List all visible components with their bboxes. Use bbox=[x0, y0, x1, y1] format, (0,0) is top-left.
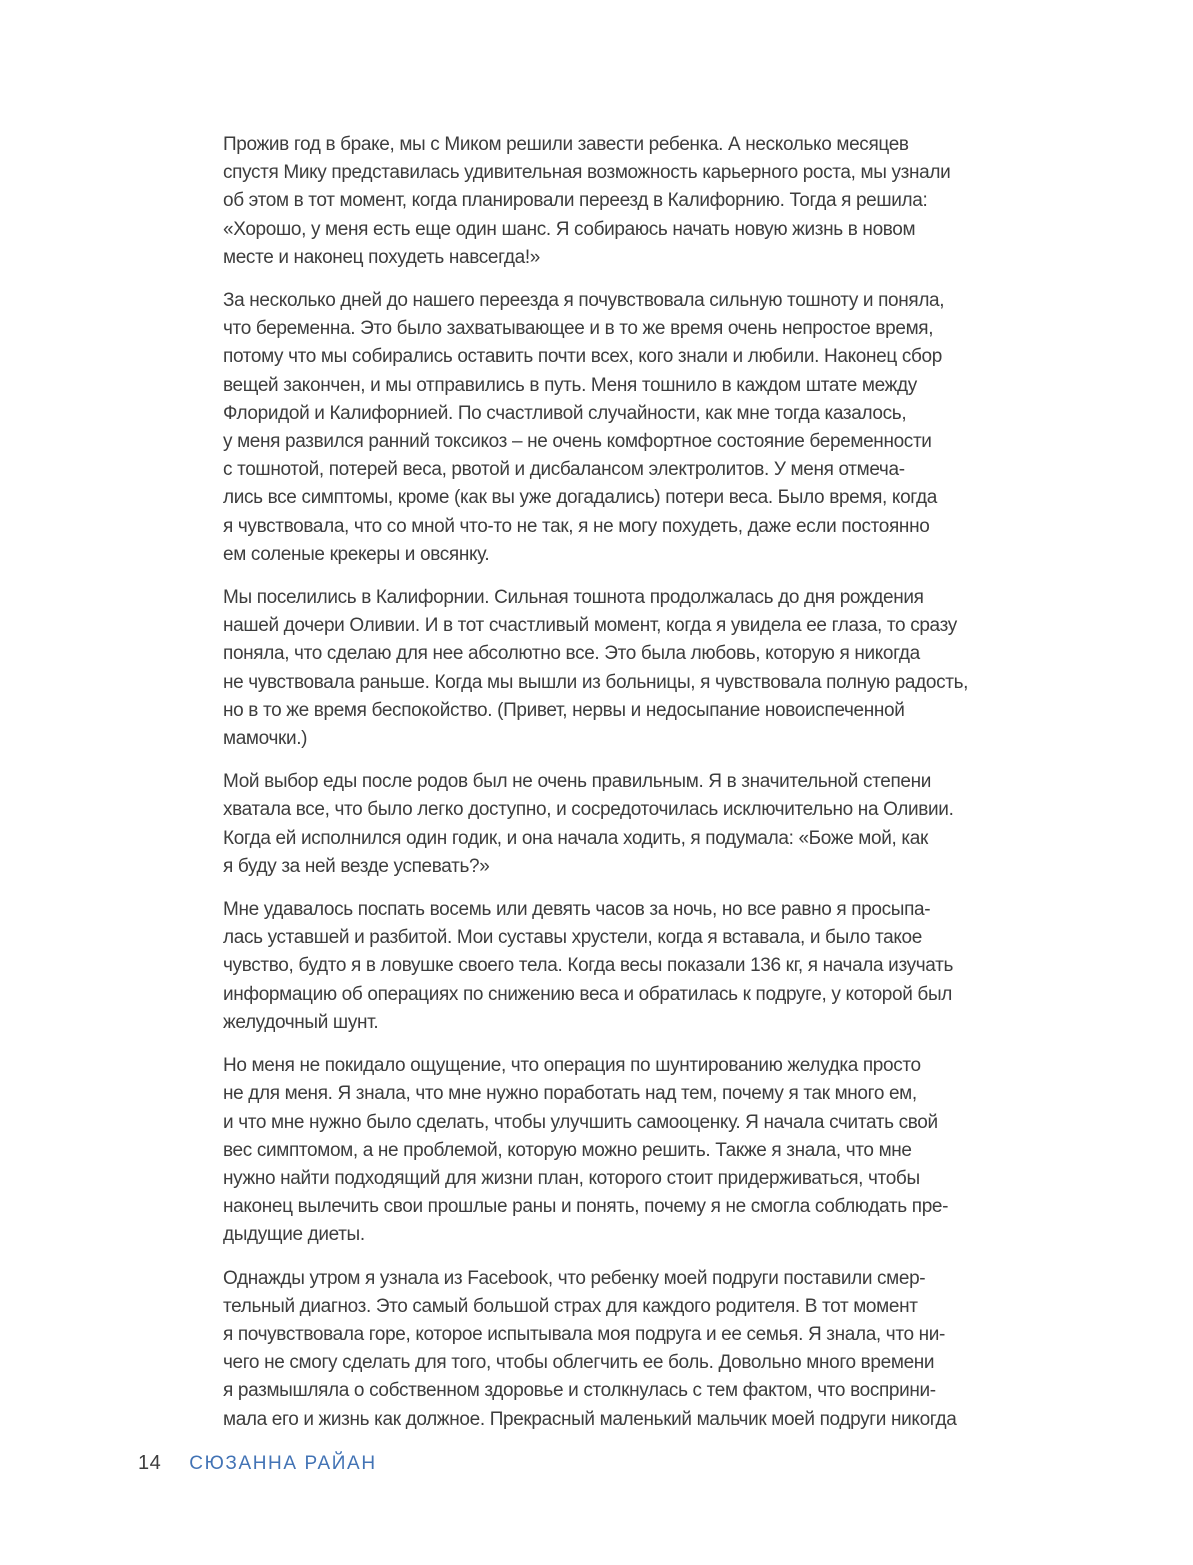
text-line: дыдущие диеты. bbox=[223, 1224, 365, 1246]
text-line: Однажды утром я узнала из Facebook, что ребенку моей подруги поставили смер- bbox=[223, 1267, 926, 1289]
text-line: у меня развился ранний токсикоз – не очень комфортное состояние беременности bbox=[223, 431, 932, 453]
paragraph bbox=[223, 896, 1001, 1037]
text-line: месте и наконец похудеть навсегда!» bbox=[223, 246, 540, 268]
text-line: Флоридой и Калифорнией. По счастливой случайности, как мне тогда казалось, bbox=[223, 402, 907, 424]
text-line: чувство, будто я в ловушке своего тела. Когда весы показали 136 кг, я начала изучать bbox=[223, 955, 953, 977]
text-line: тельный диагноз. Это самый большой страх для каждого родителя. В тот момент bbox=[223, 1295, 918, 1317]
text-line: поняла, что сделаю для нее абсолютно все. Это была любовь, которую я никогда bbox=[223, 643, 920, 665]
text-line: Мы поселились в Калифорнии. Сильная тошнота продолжалась до дня рождения bbox=[223, 587, 924, 609]
text-line: За несколько дней до нашего переезда я почувствовала сильную тошноту и поняла, bbox=[223, 290, 945, 312]
text-line: об этом в тот момент, когда планировали переезд в Калифорнию. Тогда я решила: bbox=[223, 190, 928, 212]
page-number: 14 bbox=[138, 1452, 162, 1474]
text-line: вес симптомом, а не проблемой, которую можно решить. Также я знала, что мне bbox=[223, 1139, 912, 1161]
text-line: Когда ей исполнился один годик, и она начала ходить, я подумала: «Боже мой, как bbox=[223, 827, 928, 849]
text-line: с тошнотой, потерей веса, рвотой и дисбалансом электролитов. У меня отмеча- bbox=[223, 459, 905, 481]
running-title-author: СЮЗАННА РАЙАН bbox=[189, 1453, 377, 1474]
paragraph bbox=[223, 1265, 1001, 1434]
text-line: мала его и жизнь как должное. Прекрасный маленький мальчик моей подруги никогда bbox=[223, 1408, 957, 1430]
paragraph bbox=[223, 768, 1001, 881]
text-line: лась уставшей и разбитой. Мои суставы хрустели, когда я вставала, и было такое bbox=[223, 927, 922, 949]
text-line: вещей закончен, и мы отправились в путь. Меня тошнило в каждом штате между bbox=[223, 374, 917, 396]
paragraph bbox=[223, 584, 1001, 753]
text-line: не для меня. Я знала, что мне нужно поработать над тем, почему я так много ем, bbox=[223, 1083, 917, 1105]
paragraph bbox=[223, 1052, 1001, 1249]
page-footer bbox=[138, 1452, 377, 1475]
text-line: наконец вылечить свои прошлые раны и понять, почему я не смогла соблюдать пре- bbox=[223, 1196, 949, 1218]
text-line: Мой выбор еды после родов был не очень правильным. Я в значительной степени bbox=[223, 771, 932, 793]
text-line: ем соленые крекеры и овсянку. bbox=[223, 543, 490, 565]
text-line: я размышляла о собственном здоровье и столкнулась с тем фактом, что восприни- bbox=[223, 1380, 936, 1402]
text-line: нашей дочери Оливии. И в тот счастливый момент, когда я увидела ее глаза, то сразу bbox=[223, 615, 957, 637]
text-line: я чувствовала, что со мной что-то не так, я не могу похудеть, даже если постоянно bbox=[223, 515, 930, 537]
paragraph bbox=[223, 287, 1001, 569]
text-line: желудочный шунт. bbox=[223, 1011, 379, 1033]
text-line: «Хорошо, у меня есть еще один шанс. Я собираюсь начать новую жизнь в новом bbox=[223, 218, 916, 240]
text-line: что беременна. Это было захватывающее и в то же время очень непростое время, bbox=[223, 318, 934, 340]
text-line: хватала все, что было легко доступно, и сосредоточилась исключительно на Оливии. bbox=[223, 799, 954, 821]
paragraph bbox=[223, 131, 1001, 272]
text-line: лись все симптомы, кроме (как вы уже догадались) потери веса. Было время, когда bbox=[223, 487, 937, 509]
text-line: информацию об операциях по снижению веса и обратилась к подруге, у которой был bbox=[223, 983, 952, 1005]
text-line: я буду за ней везде успевать?» bbox=[223, 855, 490, 877]
text-line: нужно найти подходящий для жизни план, которого стоит придерживаться, чтобы bbox=[223, 1167, 920, 1189]
text-line: Но меня не покидало ощущение, что операция по шунтированию желудка просто bbox=[223, 1055, 921, 1077]
text-line: мамочки.) bbox=[223, 728, 308, 750]
text-line: но в то же время беспокойство. (Привет, нервы и недосыпание новоиспеченной bbox=[223, 699, 905, 721]
body-text bbox=[223, 131, 1001, 1449]
text-line: спустя Мику представилась удивительная возможность карьерного роста, мы узнали bbox=[223, 162, 951, 184]
text-line: чего не смогу сделать для того, чтобы облегчить ее боль. Довольно много времени bbox=[223, 1352, 935, 1374]
text-line: Мне удавалось поспать восемь или девять часов за ночь, но все равно я просыпа- bbox=[223, 899, 931, 921]
text-line: я почувствовала горе, которое испытывала моя подруга и ее семья. Я знала, что ни- bbox=[223, 1323, 946, 1345]
text-line: Прожив год в браке, мы с Миком решили завести ребенка. А несколько месяцев bbox=[223, 134, 909, 155]
text-line: и что мне нужно было сделать, чтобы улучшить самооценку. Я начала считать свой bbox=[223, 1111, 938, 1133]
text-line: не чувствовала раньше. Когда мы вышли из больницы, я чувствовала полную радость, bbox=[223, 671, 969, 693]
text-line: потому что мы собирались оставить почти всех, кого знали и любили. Наконец сбор bbox=[223, 346, 942, 368]
